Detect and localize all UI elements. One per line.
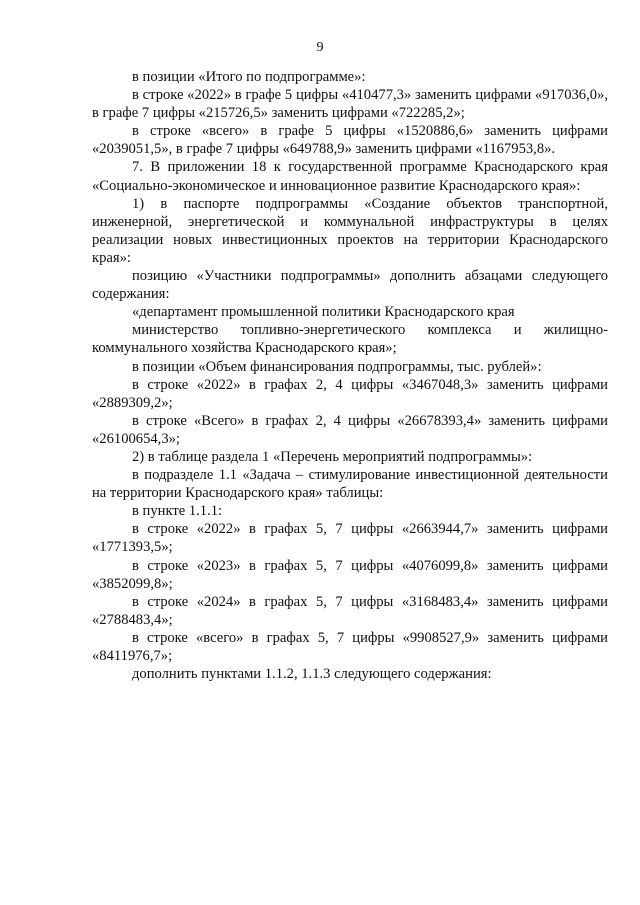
document-body <box>92 68 608 683</box>
paragraph: позицию «Участники подпрограммы» дополнить абзацами следующего содержания: <box>92 268 608 303</box>
paragraph: в позиции «Итого по подпрограмме»: <box>132 69 366 85</box>
paragraph: 1) в паспорте подпрограммы «Создание объектов транспортной, инженерной, энергетической и коммунальной инфраструктуры в целях реализации новых инвестиционных проектов на территории Краснодарского края»: <box>92 195 608 266</box>
paragraph: 2) в таблице раздела 1 «Перечень мероприятий подпрограммы»: <box>132 448 533 465</box>
page-number: 9 <box>316 40 324 55</box>
paragraph: в подразделе 1.1 «Задача – стимулирование инвестиционной деятельности на территории Краснодарского края» таблицы: <box>92 467 608 502</box>
paragraph: в строке «2022» в графах 5, 7 цифры «2663944,7» заменить цифрами «1771393,5»; <box>92 521 608 556</box>
paragraph: в строке «2022» в графах 2, 4 цифры «3467048,3» заменить цифрами «2889309,2»; <box>92 376 608 411</box>
paragraph: «департамент промышленной политики Краснодарского края <box>132 304 515 321</box>
paragraph: в строке «Всего» в графах 2, 4 цифры «26678393,4» заменить цифрами «26100654,3»; <box>92 412 608 447</box>
paragraph: дополнить пунктами 1.1.2, 1.1.3 следующего содержания: <box>132 666 492 683</box>
paragraph: министерство топливно-энергетического комплекса и жилищно-коммунального хозяйства Краснодарского края»; <box>92 322 608 357</box>
paragraph: в пункте 1.1.1: <box>132 503 223 520</box>
paragraph: в строке «2023» в графах 5, 7 цифры «4076099,8» заменить цифрами «3852099,8»; <box>92 557 608 592</box>
paragraph: в позиции «Объем финансирования подпрограммы, тыс. рублей»: <box>132 358 542 375</box>
paragraph: в строке «всего» в графах 5, 7 цифры «9908527,9» заменить цифрами «8411976,7»; <box>92 629 608 664</box>
paragraph: в строке «2022» в графе 5 цифры «410477,3» заменить цифрами «917036,0», в графе 7 цифры «215726,5» заменить цифрами «722285,2»; <box>92 87 608 122</box>
paragraph: 7. В приложении 18 к государственной программе Краснодарского края «Социально-экономическое и инновационное развитие Краснодарского края»: <box>92 159 608 194</box>
paragraph: в строке «всего» в графе 5 цифры «1520886,6» заменить цифрами «2039051,5», в графе 7 цифры «649788,9» заменить цифрами «1167953,8». <box>92 123 608 158</box>
paragraph: в строке «2024» в графах 5, 7 цифры «3168483,4» заменить цифрами «2788483,4»; <box>92 593 608 628</box>
